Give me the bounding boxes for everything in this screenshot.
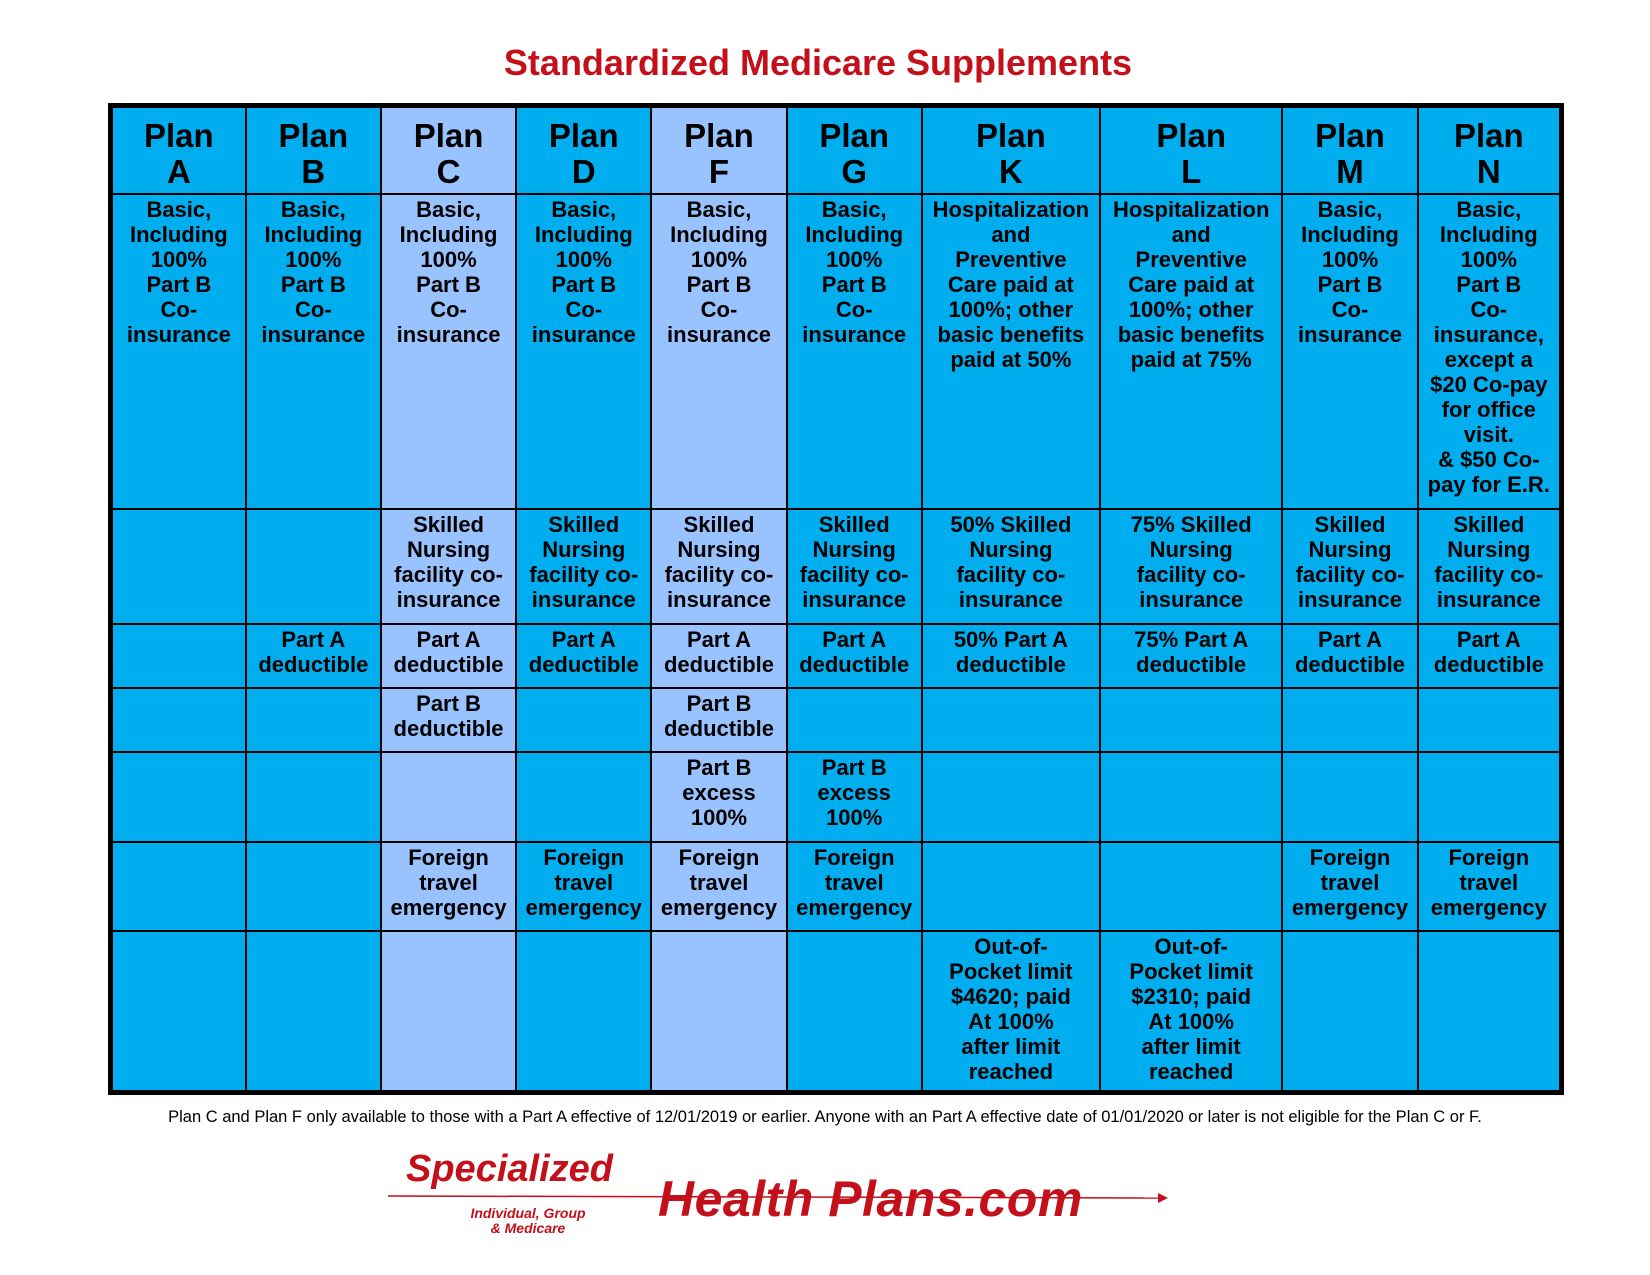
- cell-text: 50% Skilled Nursing facility co- insurance: [950, 511, 1072, 612]
- cell-text: 75% Skilled Nursing facility co- insurance: [1130, 511, 1252, 612]
- table-cell: [1418, 931, 1562, 1092]
- cell-text: Hospitalization and Preventive Care paid at 100%; other basic benefits paid at 75%: [1112, 197, 1270, 373]
- cell-text: Foreign travel emergency: [390, 844, 507, 920]
- plan-header: [787, 106, 922, 195]
- cell-text: Part A deductible: [1433, 626, 1544, 677]
- table-cell: [381, 624, 516, 688]
- table-row: [111, 842, 1562, 932]
- table-cell: [651, 752, 786, 842]
- table-cell: [516, 194, 651, 509]
- table-cell: [246, 194, 381, 509]
- table-row: [111, 931, 1562, 1092]
- table-cell: [787, 752, 922, 842]
- table-cell: [651, 624, 786, 688]
- plan-header: [1282, 106, 1417, 195]
- table-cell: [1418, 842, 1562, 932]
- table-cell: [787, 194, 922, 509]
- table-row: [111, 194, 1562, 509]
- table-cell: [1282, 624, 1417, 688]
- table-cell: [1100, 509, 1282, 624]
- table-cell: [1282, 752, 1417, 842]
- table-cell: [516, 931, 651, 1092]
- plan-header-label: Plan N: [1453, 117, 1524, 190]
- cell-text: Skilled Nursing facility co- insurance: [1295, 511, 1405, 612]
- plan-header-label: Plan A: [144, 117, 214, 190]
- cell-text: Skilled Nursing facility co- insurance: [1434, 511, 1544, 612]
- table-cell: [111, 194, 246, 509]
- plan-header: [381, 106, 516, 195]
- table-cell: [787, 931, 922, 1092]
- plan-header-label: Plan K: [976, 117, 1046, 190]
- table-cell: [787, 842, 922, 932]
- table-cell: [381, 931, 516, 1092]
- page-title: Standardized Medicare Supplements: [503, 42, 1133, 83]
- table-cell: [787, 509, 922, 624]
- table-cell: [111, 688, 246, 752]
- table-cell: [246, 688, 381, 752]
- cell-text: Foreign travel emergency: [1291, 844, 1409, 920]
- table-cell: [922, 688, 1100, 752]
- table-cell: [1282, 842, 1417, 932]
- table-cell: [246, 509, 381, 624]
- cell-text: Out-of- Pocket limit $2310; paid At 100% after limit reached: [1129, 934, 1253, 1085]
- table-cell: [1100, 624, 1282, 688]
- table-cell: [516, 842, 651, 932]
- cell-text: Skilled Nursing facility co- insurance: [799, 511, 909, 612]
- table-cell: [1418, 688, 1562, 752]
- table-cell: [246, 752, 381, 842]
- cell-text: Basic, Including 100% Part B Co- insurance: [1298, 197, 1402, 348]
- table-cell: [1282, 688, 1417, 752]
- plan-header-label: Plan C: [413, 117, 484, 190]
- cell-text: Basic, Including 100% Part B Co- insurance: [126, 197, 231, 348]
- plan-header-label: Plan D: [548, 117, 619, 190]
- table-cell: [1100, 752, 1282, 842]
- plans-table: [108, 103, 1564, 1095]
- cell-text: Part A deductible: [393, 626, 504, 677]
- plan-header: [1100, 106, 1282, 195]
- table-cell: [1418, 752, 1562, 842]
- table-cell: [922, 931, 1100, 1092]
- table-cell: [111, 842, 246, 932]
- plan-header-label: Plan M: [1315, 117, 1385, 190]
- logo-specialized: Specialized: [406, 1148, 613, 1190]
- table-row: [111, 688, 1562, 752]
- cell-text: Basic, Including 100% Part B Co- insurance, except a $20 Co-pay for office visit. & $50 Co- pay for E.R.: [1427, 197, 1550, 498]
- table-cell: [1282, 509, 1417, 624]
- cell-text: Out-of- Pocket limit $4620; paid At 100% after limit reached: [949, 934, 1073, 1085]
- cell-text: Basic, Including 100% Part B Co- insurance: [396, 197, 501, 348]
- table-cell: [651, 509, 786, 624]
- table-cell: [516, 752, 651, 842]
- table-row: [111, 624, 1562, 688]
- plan-header: [1418, 106, 1562, 195]
- table-cell: [111, 931, 246, 1092]
- table-cell: [651, 931, 786, 1092]
- table-cell: [246, 931, 381, 1092]
- table-cell: [922, 842, 1100, 932]
- table-cell: [1100, 842, 1282, 932]
- table-cell: [246, 842, 381, 932]
- cell-text: Foreign travel emergency: [796, 844, 913, 920]
- cell-text: Basic, Including 100% Part B Co- insurance: [261, 197, 366, 348]
- cell-text: Part B deductible: [393, 691, 504, 742]
- cell-text: Basic, Including 100% Part B Co- insurance: [531, 197, 636, 348]
- cell-text: Part A deductible: [258, 626, 369, 677]
- cell-text: Part B deductible: [663, 691, 774, 742]
- table-cell: [516, 688, 651, 752]
- table-cell: [651, 688, 786, 752]
- cell-text: Part A deductible: [663, 626, 774, 677]
- table-cell: [1100, 688, 1282, 752]
- logo-health-plans: Health Plans.com: [658, 1171, 1083, 1227]
- cell-text: Foreign travel emergency: [525, 844, 642, 920]
- table-cell: [246, 624, 381, 688]
- plan-header: [651, 106, 786, 195]
- cell-text: 75% Part A deductible: [1134, 626, 1249, 677]
- logo: [388, 1148, 1168, 1248]
- header-row: [111, 106, 1562, 195]
- cell-text: Part A deductible: [528, 626, 639, 677]
- table-cell: [651, 842, 786, 932]
- cell-text: Foreign travel emergency: [1430, 844, 1547, 920]
- cell-text: Basic, Including 100% Part B Co- insurance: [802, 197, 907, 348]
- table-cell: [516, 624, 651, 688]
- table-cell: [111, 752, 246, 842]
- table-cell: [1100, 931, 1282, 1092]
- table-cell: [651, 194, 786, 509]
- cell-text: Skilled Nursing facility co- insurance: [664, 511, 774, 612]
- table-cell: [787, 624, 922, 688]
- table-cell: [1418, 624, 1562, 688]
- footnote: Plan C and Plan F only available to those with a Part A effective of 12/01/2019 or earlier. Anyone with an Part A effective date of 01/01/2020 or later is not eligible for the Plan C or F.: [168, 1108, 1482, 1126]
- cell-text: Skilled Nursing facility co- insurance: [394, 511, 503, 612]
- table-cell: [1418, 509, 1562, 624]
- table-cell: [922, 624, 1100, 688]
- table-cell: [381, 752, 516, 842]
- table-row: [111, 509, 1562, 624]
- cell-text: 50% Part A deductible: [953, 626, 1068, 677]
- cell-text: Part B excess 100%: [817, 755, 891, 831]
- table-cell: [787, 688, 922, 752]
- cell-text: Foreign travel emergency: [660, 844, 778, 920]
- table-row: [111, 752, 1562, 842]
- cell-text: Basic, Including 100% Part B Co- insurance: [667, 197, 771, 348]
- table-cell: [1282, 931, 1417, 1092]
- table-cell: [381, 509, 516, 624]
- plan-header: [922, 106, 1100, 195]
- table-cell: [381, 194, 516, 509]
- plan-header-label: Plan G: [819, 117, 890, 190]
- cell-text: Part A deductible: [799, 626, 910, 677]
- plan-header-label: Plan L: [1156, 117, 1227, 190]
- table-cell: [1418, 194, 1562, 509]
- table-cell: [922, 752, 1100, 842]
- plan-header: [246, 106, 381, 195]
- table-cell: [111, 509, 246, 624]
- table-cell: [1100, 194, 1282, 509]
- plan-header-label: Plan B: [278, 117, 349, 190]
- table-cell: [111, 624, 246, 688]
- cell-text: Skilled Nursing facility co- insurance: [529, 511, 639, 612]
- plan-header-label: Plan F: [684, 117, 754, 190]
- cell-text: Part A deductible: [1294, 626, 1405, 677]
- table-cell: [922, 509, 1100, 624]
- table-cell: [381, 688, 516, 752]
- logo-tagline: Individual, Group & Medicare: [470, 1205, 586, 1236]
- plan-header: [516, 106, 651, 195]
- table-cell: [922, 194, 1100, 509]
- table-cell: [381, 842, 516, 932]
- table-cell: [1282, 194, 1417, 509]
- cell-text: Hospitalization and Preventive Care paid at 100%; other basic benefits paid at 50%: [932, 197, 1090, 373]
- cell-text: Part B excess 100%: [682, 755, 756, 831]
- plan-header: [111, 106, 246, 195]
- table-cell: [516, 509, 651, 624]
